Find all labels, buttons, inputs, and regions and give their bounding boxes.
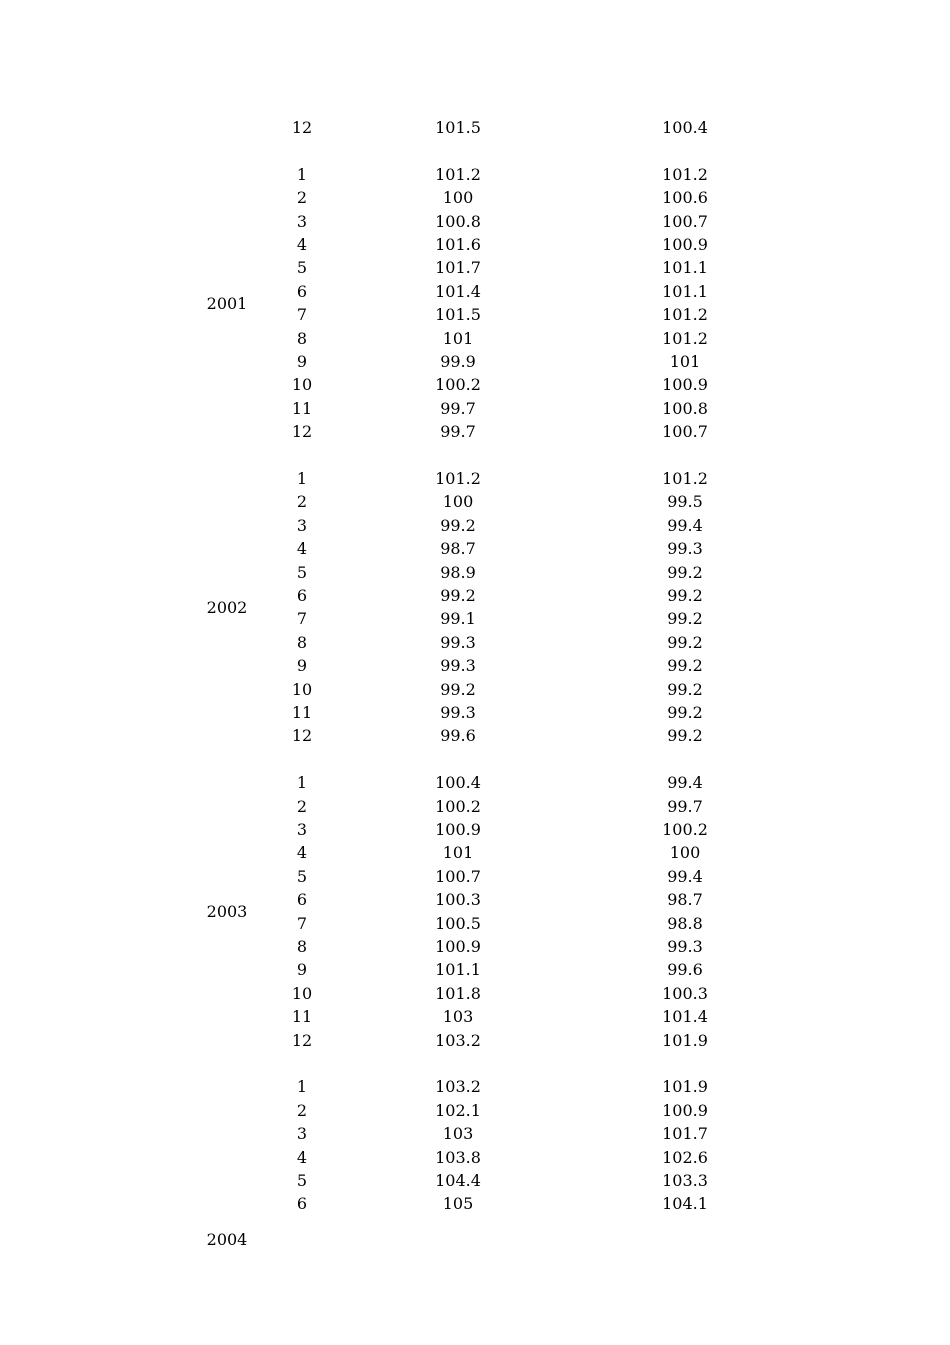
value-b-cell: 99.5 <box>667 492 703 512</box>
value-a-cell: 99.7 <box>440 398 476 418</box>
value-a-cell: 100.7 <box>435 866 481 886</box>
month-cell: 12 <box>291 118 313 137</box>
value-a-cell: 101.7 <box>435 258 481 278</box>
value-a-cell: 100.8 <box>435 211 481 231</box>
value-a-cell: 98.7 <box>440 539 476 559</box>
value-b-cell: 99.3 <box>667 539 703 559</box>
value-b-cell: 101.7 <box>662 1124 708 1144</box>
month-cell: 4 <box>296 539 308 559</box>
month-cell: 1 <box>296 773 308 793</box>
month-cell: 1 <box>296 1077 308 1097</box>
month-cell: 3 <box>296 1124 308 1144</box>
value-b-cell: 99.2 <box>667 562 703 582</box>
month-cell: 5 <box>296 866 308 886</box>
value-b-cell: 98.7 <box>667 890 703 910</box>
month-cell: 10 <box>291 375 313 395</box>
value-a-cell: 101.6 <box>435 235 481 254</box>
value-a-cell: 99.7 <box>440 422 476 442</box>
value-a-cell: 101.2 <box>435 164 481 184</box>
month-cell: 10 <box>291 983 313 1003</box>
value-b-cell: 101.1 <box>662 258 708 278</box>
value-b-cell: 100.3 <box>662 983 708 1003</box>
month-cell: 7 <box>296 913 308 933</box>
value-b-cell: 99.4 <box>667 515 703 535</box>
value-a-cell: 101.1 <box>435 960 481 980</box>
value-a-cell: 99.2 <box>440 679 476 699</box>
value-b-cell: 99.7 <box>667 796 703 816</box>
value-a-cell: 101.8 <box>435 983 481 1003</box>
value-b-cell: 103.3 <box>662 1171 708 1190</box>
value-a-cell: 99.2 <box>440 515 476 535</box>
value-a-cell: 100.5 <box>435 913 481 933</box>
value-b-cell: 104.1 <box>662 1194 708 1214</box>
value-b-cell: 100.9 <box>662 1100 708 1120</box>
value-b-cell: 99.2 <box>667 679 703 699</box>
value-a-cell: 100.2 <box>435 375 481 395</box>
year-label: 2002 <box>206 597 248 617</box>
value-a-cell: 100 <box>442 492 474 512</box>
value-b-cell: 101.2 <box>662 164 708 184</box>
value-b-cell: 101.2 <box>662 469 708 488</box>
month-cell: 8 <box>296 632 308 652</box>
value-a-cell: 99.3 <box>440 656 476 676</box>
value-a-cell: 99.2 <box>440 586 476 605</box>
value-a-cell: 100.9 <box>435 820 481 839</box>
value-a-cell: 103.2 <box>435 1077 481 1097</box>
value-a-cell: 100.2 <box>435 796 481 816</box>
month-cell: 5 <box>296 1171 308 1190</box>
month-cell: 6 <box>296 1194 308 1214</box>
month-cell: 11 <box>291 1007 313 1027</box>
month-cell: 1 <box>296 469 308 488</box>
value-b-cell: 100.7 <box>662 422 708 442</box>
value-a-cell: 103 <box>442 1007 474 1027</box>
value-a-cell: 105 <box>442 1194 474 1214</box>
month-cell: 3 <box>296 515 308 535</box>
value-b-cell: 100.9 <box>662 375 708 395</box>
value-a-cell: 103.8 <box>435 1147 481 1167</box>
year-label: 2003 <box>206 901 248 921</box>
month-cell: 10 <box>291 679 313 699</box>
month-cell: 1 <box>296 164 308 184</box>
month-cell: 7 <box>296 609 308 629</box>
month-cell: 6 <box>296 586 308 605</box>
month-cell: 12 <box>291 726 313 746</box>
month-cell: 2 <box>296 796 308 816</box>
value-a-cell: 101.4 <box>435 281 481 301</box>
value-a-cell: 101.5 <box>435 305 481 325</box>
month-cell: 5 <box>296 258 308 278</box>
month-cell: 6 <box>296 890 308 910</box>
month-cell: 8 <box>296 937 308 956</box>
value-b-cell: 99.2 <box>667 703 703 722</box>
value-a-cell: 101.2 <box>435 469 481 488</box>
value-b-cell: 101 <box>669 352 701 371</box>
value-b-cell: 100.7 <box>662 211 708 231</box>
value-b-cell: 100.9 <box>662 235 708 254</box>
value-b-cell: 101.1 <box>662 281 708 301</box>
month-cell: 6 <box>296 281 308 301</box>
value-b-cell: 100.2 <box>662 820 708 839</box>
month-cell: 9 <box>296 960 308 980</box>
value-a-cell: 99.6 <box>440 726 476 746</box>
year-label: 2004 <box>206 1229 248 1249</box>
month-cell: 2 <box>296 188 308 208</box>
value-b-cell: 99.4 <box>667 866 703 886</box>
value-b-cell: 101.9 <box>662 1077 708 1097</box>
value-b-cell: 99.6 <box>667 960 703 980</box>
year-label: 2001 <box>206 293 248 313</box>
month-cell: 12 <box>291 1030 313 1050</box>
value-a-cell: 98.9 <box>440 562 476 582</box>
value-a-cell: 101 <box>442 843 474 863</box>
value-a-cell: 100.9 <box>435 937 481 956</box>
value-b-cell: 99.2 <box>667 586 703 605</box>
month-cell: 9 <box>296 352 308 371</box>
value-b-cell: 101.4 <box>662 1007 708 1027</box>
value-a-cell: 101.5 <box>435 118 481 137</box>
value-a-cell: 100.4 <box>435 773 481 793</box>
value-b-cell: 99.3 <box>667 937 703 956</box>
value-a-cell: 102.1 <box>435 1100 481 1120</box>
value-b-cell: 99.2 <box>667 632 703 652</box>
value-a-cell: 100 <box>442 188 474 208</box>
month-cell: 4 <box>296 843 308 863</box>
value-a-cell: 100.3 <box>435 890 481 910</box>
value-a-cell: 99.3 <box>440 632 476 652</box>
month-cell: 2 <box>296 1100 308 1120</box>
value-b-cell: 99.2 <box>667 656 703 676</box>
value-b-cell: 102.6 <box>662 1147 708 1167</box>
month-cell: 9 <box>296 656 308 676</box>
month-cell: 4 <box>296 235 308 254</box>
month-cell: 12 <box>291 422 313 442</box>
value-b-cell: 99.4 <box>667 773 703 793</box>
value-a-cell: 101 <box>442 328 474 348</box>
month-cell: 3 <box>296 820 308 839</box>
value-b-cell: 100.6 <box>662 188 708 208</box>
value-b-cell: 101.2 <box>662 305 708 325</box>
month-cell: 2 <box>296 492 308 512</box>
month-cell: 5 <box>296 562 308 582</box>
value-a-cell: 99.9 <box>440 352 476 371</box>
month-cell: 3 <box>296 211 308 231</box>
value-a-cell: 99.3 <box>440 703 476 722</box>
value-a-cell: 103 <box>442 1124 474 1144</box>
month-cell: 4 <box>296 1147 308 1167</box>
month-cell: 7 <box>296 305 308 325</box>
month-cell: 11 <box>291 703 313 722</box>
month-cell: 8 <box>296 328 308 348</box>
value-b-cell: 99.2 <box>667 726 703 746</box>
value-b-cell: 100.4 <box>662 118 708 137</box>
value-b-cell: 98.8 <box>667 913 703 933</box>
value-a-cell: 104.4 <box>435 1171 481 1190</box>
value-b-cell: 100.8 <box>662 398 708 418</box>
value-a-cell: 103.2 <box>435 1030 481 1050</box>
value-b-cell: 101.2 <box>662 328 708 348</box>
value-b-cell: 99.2 <box>667 609 703 629</box>
value-a-cell: 99.1 <box>440 609 476 629</box>
value-b-cell: 101.9 <box>662 1030 708 1050</box>
month-cell: 11 <box>291 398 313 418</box>
value-b-cell: 100 <box>669 843 701 863</box>
